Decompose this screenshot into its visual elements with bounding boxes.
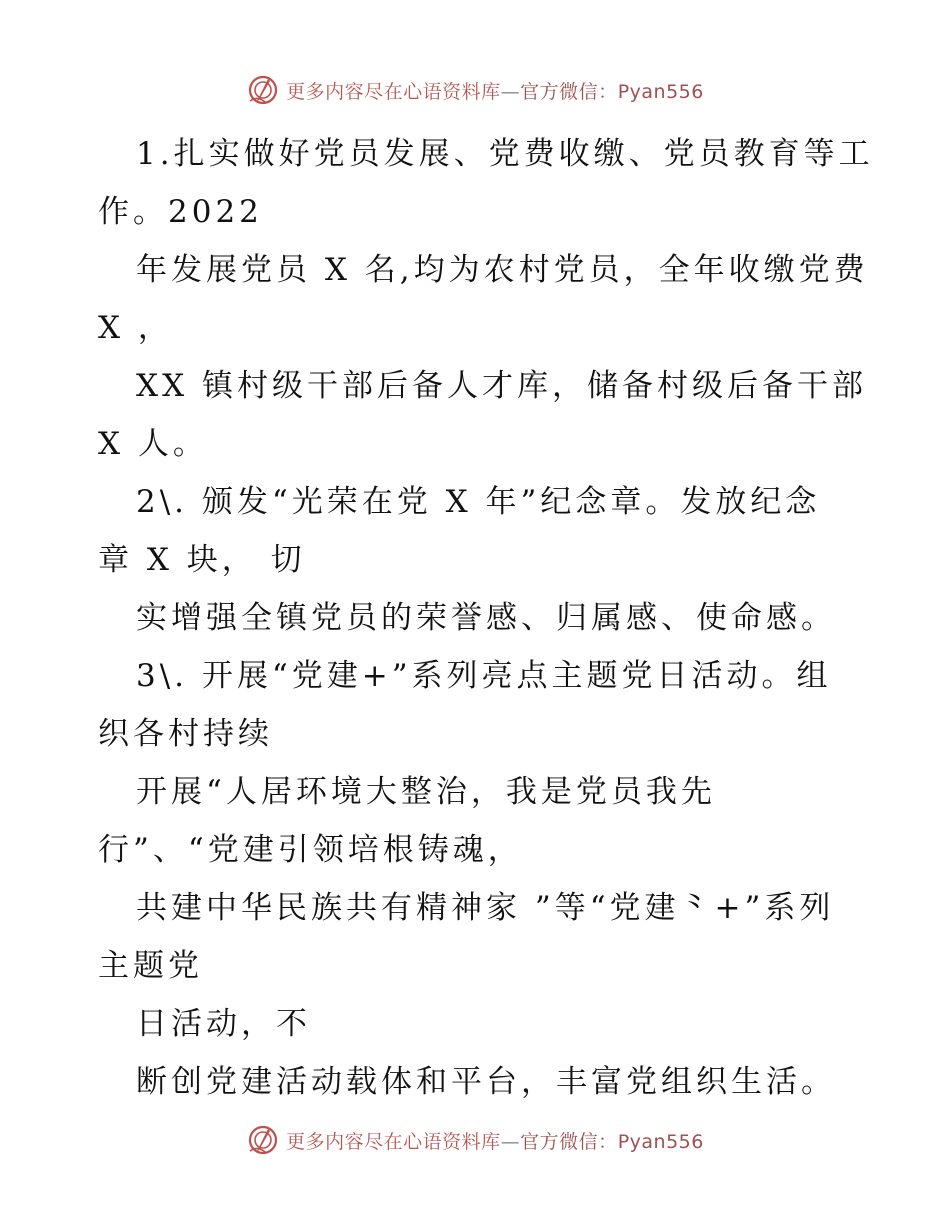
watermark-separator: —	[500, 80, 521, 103]
text-line: X ，	[98, 310, 173, 346]
text-line: 行”、“党建引领培根铸魂，	[98, 832, 523, 868]
text-line: 3\. 开展“党建+”系列亮点主题党日活动。组	[136, 658, 832, 694]
watermark-wechat-id: Pyan556	[617, 1130, 704, 1153]
watermark-separator: —	[500, 1130, 521, 1153]
footer-watermark	[0, 1120, 950, 1160]
watermark-text	[286, 1127, 704, 1154]
text-line: 年发展党员 X 名,均为农村党员，全年收缴党费	[136, 252, 869, 288]
text-line: XX 镇村级干部后备人才库，储备村级后备干部	[136, 368, 867, 404]
text-line: X 人。	[98, 426, 208, 462]
watermark-site-text: 更多内容尽在心语资料库	[286, 80, 501, 103]
watermark-wechat-label: 官方微信：	[520, 80, 618, 103]
header-watermark	[0, 70, 950, 110]
text-line: 开展“人居环境大整治，我是党员我先	[136, 774, 716, 810]
text-line: 织各村持续	[98, 716, 273, 752]
text-line: 实增强全镇党员的荣誉感、归属感、使命感。	[136, 600, 836, 636]
pen-logo-icon	[246, 1123, 280, 1157]
watermark-site-text: 更多内容尽在心语资料库	[286, 1130, 501, 1153]
text-line: 共建中华民族共有精神家 ”等“党建⺀+”系列	[136, 890, 835, 926]
text-line: 断创党建活动载体和平台，丰富党组织生活。	[136, 1064, 836, 1100]
text-line: 2\. 颁发“光荣在党 X 年”纪念章。发放纪念	[136, 484, 821, 520]
pen-logo-icon	[246, 73, 280, 107]
text-line: 章 X 块， 切	[98, 542, 306, 578]
text-line: 日活动，不	[136, 1006, 311, 1042]
watermark-text	[286, 77, 704, 104]
watermark-wechat-id: Pyan556	[617, 80, 704, 103]
text-line: 作。2022	[98, 194, 263, 230]
text-line: 主题党	[98, 948, 203, 984]
watermark-wechat-label: 官方微信：	[520, 1130, 618, 1153]
document-body	[98, 125, 878, 1111]
text-line: 1.扎实做好党员发展、党费收缴、党员教育等工	[136, 136, 874, 172]
